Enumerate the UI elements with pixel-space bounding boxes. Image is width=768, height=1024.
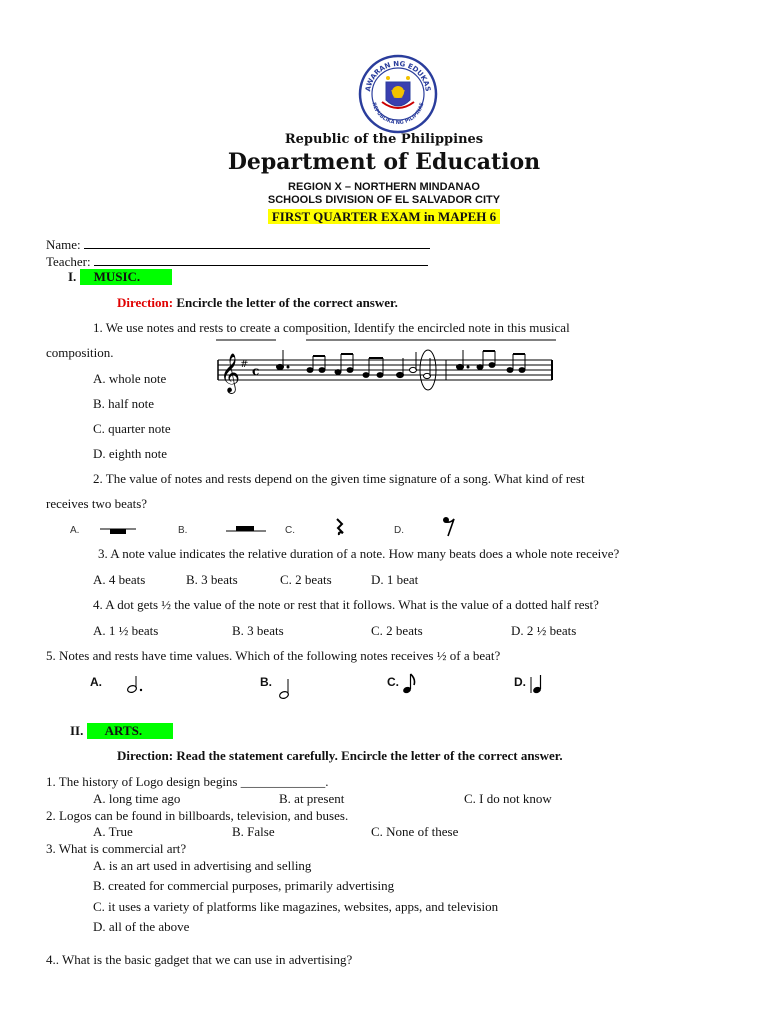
arts-title: ARTS. [87,723,173,739]
arts-q2-option-a[interactable]: A. True [93,824,133,839]
arts-q1: 1. The history of Logo design begins _____________. [46,774,329,789]
direction-text: Encircle the letter of the correct answer. [176,295,398,310]
arts-q2: 2. Logos can be found in billboards, television, and buses. [46,808,349,823]
teacher-label: Teacher: [46,254,91,269]
music-q1-line1: 1. We use notes and rests to create a composition, Identify the encircled note in this musical [93,320,570,335]
music-q4: 4. A dot gets ½ the value of the note or rest that it follows. What is the value of a dotted half rest? [93,597,599,612]
svg-text:c: c [252,364,260,378]
music-q5-option-a[interactable]: A. [90,675,102,689]
arts-q1-option-b[interactable]: B. at present [279,791,345,806]
arts-q3-option-b[interactable]: B. created for commercial purposes, primarily advertising [93,878,395,893]
arts-q1-option-a[interactable]: A. long time ago [93,791,181,806]
whole-rest-icon [100,524,136,540]
arts-q1-option-c[interactable]: C. I do not know [464,791,552,806]
music-q1-option-a[interactable]: A. whole note [93,371,167,386]
teacher-field[interactable] [46,254,428,270]
arts-q3-option-a[interactable]: A. is an art used in advertising and selling [93,858,312,873]
name-field[interactable] [46,237,430,253]
music-q1-option-b[interactable]: B. half note [93,396,155,411]
music-q5: 5. Notes and rests have time values. Which of the following notes receives ½ of a beat? [46,648,501,663]
music-numeral: I. [68,269,77,284]
region-line: REGION X – NORTHERN MINDANAO [288,181,480,193]
music-title: MUSIC. [80,269,172,285]
music-q2-line1: 2. The value of notes and rests depend on the given time signature of a song. What kind of rest [93,471,585,486]
arts-q3-option-d[interactable]: D. all of the above [93,919,190,934]
music-q4-option-b[interactable]: B. 3 beats [232,623,284,638]
name-label: Name: [46,237,81,252]
seal-bottom-text: REPUBLIKA NG PILIPINAS [370,101,426,127]
svg-text:#: # [240,359,249,370]
dotted-half-note-icon [126,676,146,698]
music-q3-option-b[interactable]: B. 3 beats [186,572,238,587]
music-q1-option-c[interactable]: C. quarter note [93,421,171,436]
arts-numeral: II. [70,723,84,738]
name-blank[interactable] [84,237,430,249]
music-q2-option-b[interactable]: B. [178,525,188,536]
music-q4-option-c[interactable]: C. 2 beats [371,623,423,638]
music-q2-option-c[interactable]: C. [285,525,295,536]
arts-q3: 3. What is commercial art? [46,841,187,856]
eighth-rest-icon [442,516,456,542]
music-q3-option-a[interactable]: A. 4 beats [93,572,146,587]
music-q5-option-b[interactable]: B. [260,675,272,689]
department-title: Department of Education [227,149,541,175]
music-q4-option-d[interactable]: D. 2 ½ beats [511,623,577,638]
music-q2-option-d[interactable]: D. [394,525,404,536]
half-note-icon [278,679,292,705]
music-q1-line2: composition. [46,345,114,360]
half-rest-icon [226,523,266,539]
division-line: SCHOOLS DIVISION OF EL SALVADOR CITY [267,194,501,206]
music-q3-option-c[interactable]: C. 2 beats [280,572,332,587]
music-q5-option-c[interactable]: C. [387,675,399,689]
music-q1-option-d[interactable]: D. eighth note [93,446,168,461]
music-q5-option-d[interactable]: D. [514,675,526,689]
music-q2-line2: receives two beats? [46,496,148,511]
arts-q3-option-c[interactable]: C. it uses a variety of platforms like magazines, websites, apps, and television [93,899,499,914]
exam-title: FIRST QUARTER EXAM in MAPEH 6 [0,209,768,225]
music-direction [117,295,398,311]
music-heading [68,269,172,285]
svg-text:𝄞: 𝄞 [220,353,241,393]
direction-label: Direction: [117,295,174,310]
music-q3: 3. A note value indicates the relative duration of a note. How many beats does a whole note receive? [98,546,620,561]
arts-direction: Direction: Read the statement carefully. Encircle the letter of the correct answer. [117,748,563,763]
music-staff-image [216,336,556,394]
music-q2-option-a[interactable]: A. [70,525,80,536]
quarter-rest-icon [334,518,346,540]
quarter-note-icon [530,675,546,699]
teacher-blank[interactable] [94,254,428,266]
deped-seal [358,54,438,134]
arts-q4: 4.. What is the basic gadget that we can use in advertising? [46,952,353,967]
music-q3-option-d[interactable]: D. 1 beat [371,572,419,587]
music-q4-option-a[interactable]: A. 1 ½ beats [93,623,159,638]
arts-q2-option-b[interactable]: B. False [232,824,275,839]
arts-q2-option-c[interactable]: C. None of these [371,824,459,839]
republic-line: Republic of the Philippines [284,132,484,147]
eighth-note-icon [402,673,416,699]
arts-heading [70,723,173,739]
seal-top-text: AWARAN NG EDUKAS [364,59,432,93]
